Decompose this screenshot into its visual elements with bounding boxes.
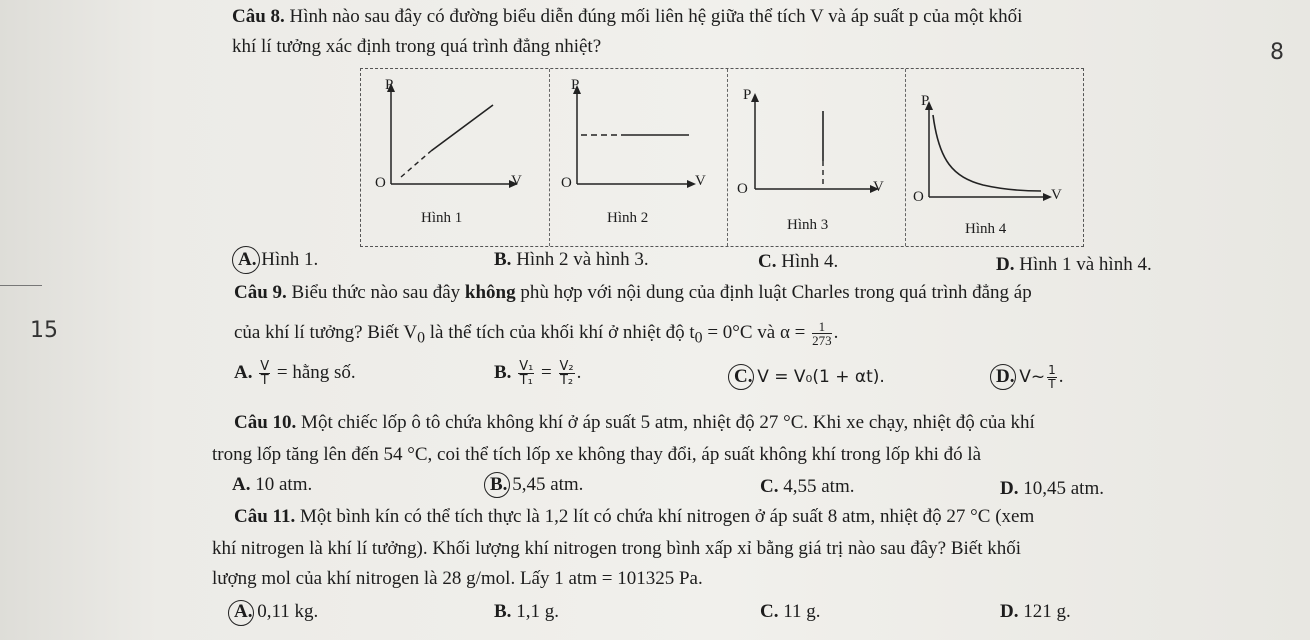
- q10-option-d-text: 10,45 atm.: [1023, 478, 1104, 499]
- q11-option-d-text: 121 g.: [1023, 601, 1071, 622]
- q8-figure-panel: [360, 68, 1084, 247]
- q10-line2: [212, 444, 981, 466]
- q9-alpha-num: 1: [812, 320, 832, 334]
- q9-option-a-key: A.: [234, 361, 253, 383]
- q11-line1: [234, 506, 1034, 528]
- figure-1-caption: Hình 1: [421, 210, 463, 226]
- q8-option-b-key: B.: [494, 249, 512, 270]
- q9-option-d-pre: V~: [1019, 366, 1046, 387]
- q9-t0-sub: 0: [694, 329, 703, 347]
- q11-text1: Một bình kín có thể tích thực là 1,2 lít có chứa khí nitrogen ở áp suất 8 atm, nhiệt độ 27 °C (xem: [300, 506, 1035, 527]
- q9-alpha-fraction: [812, 320, 832, 347]
- figure-3-caption: Hình 3: [787, 217, 829, 233]
- figure-4-graph: [905, 69, 1083, 246]
- q11-text3: lượng mol của khí nitrogen là 28 g/mol. Lấy 1 atm = 101325 Pa.: [212, 568, 703, 589]
- q8-option-c[interactable]: [758, 251, 838, 273]
- q9-option-a[interactable]: [234, 360, 356, 387]
- q10-option-c[interactable]: [760, 476, 854, 498]
- q8-option-d[interactable]: [996, 254, 1152, 276]
- figure-1-origin: O: [375, 175, 386, 191]
- q11-line3: [212, 568, 703, 590]
- q9-option-c[interactable]: [734, 366, 885, 388]
- q11-option-d-key: D.: [1000, 601, 1019, 622]
- q8-option-a-key: A.: [238, 249, 257, 270]
- q8-option-c-text: Hình 4.: [781, 251, 839, 272]
- figure-2: [549, 69, 727, 246]
- q9-option-b-fraction2: [559, 360, 575, 387]
- q10-line1: [234, 412, 1035, 434]
- q9-option-c-text: V = V₀(1 + αt).: [757, 367, 885, 387]
- q10-option-c-key: C.: [760, 476, 779, 497]
- figure-1-p-label: P: [385, 77, 394, 93]
- q9-option-b-fraction1: [518, 360, 534, 387]
- q11-option-c-key: C.: [760, 601, 779, 622]
- q9-line1: [234, 282, 1032, 304]
- q11-label: Câu 11.: [234, 506, 296, 527]
- q11-option-c-text: 11 g.: [783, 601, 821, 622]
- figure-3-v-label: V: [873, 179, 884, 195]
- q11-option-a-key: A.: [234, 601, 253, 622]
- q11-option-a[interactable]: [234, 601, 318, 623]
- q9-option-b-key: B.: [494, 361, 512, 383]
- figure-3-p-label: P: [743, 87, 752, 103]
- q9-text1-post: phù hợp với nội dung của định luật Charles trong quá trình đẳng áp: [515, 282, 1032, 303]
- q9-option-b-den1: T₁: [519, 373, 533, 388]
- figure-2-caption: Hình 2: [607, 210, 649, 226]
- q10-option-b-text: 5,45 atm.: [512, 474, 584, 495]
- figure-4-v-label: V: [1051, 187, 1062, 203]
- figure-4-p-label: P: [921, 93, 930, 109]
- q9-text1-pre: Biểu thức nào sau đây: [291, 282, 465, 303]
- q11-option-b-key: B.: [494, 601, 512, 622]
- q8-option-a-text: Hình 1.: [261, 249, 319, 270]
- figure-1-v-label: V: [511, 173, 522, 189]
- q9-text2-pre: của khí lí tưởng? Biết V: [234, 321, 418, 343]
- q9-line2: của khí lí tưởng? Biết $V_0$ là thể tích của khối khí ở nhiệt độ $t_0 = 0^\circ C$ và α = $\frac{1}{273}$ .: [234, 319, 839, 348]
- margin-note-right: 8: [1270, 40, 1284, 65]
- q8-option-d-text: Hình 1 và hình 4.: [1019, 254, 1152, 275]
- q9-v0-sub: 0: [417, 329, 425, 347]
- q9-option-b[interactable]: B. $\frac{\text{V₁}}{\text{T₁}}$ = $\frac{\text{V₂}}{\text{T₂}}$ .: [494, 359, 582, 388]
- q10-text1: Một chiếc lốp ô tô chứa không khí ở áp suất 5 atm, nhiệt độ 27 °C. Khi xe chạy, nhiệt độ của khí: [301, 412, 1035, 433]
- q9-option-b-num1: V₁: [519, 359, 534, 374]
- figure-4-caption: Hình 4: [965, 221, 1007, 237]
- q9-option-d[interactable]: D. V~ $\frac{1}{T}$ .: [996, 363, 1064, 391]
- figure-1: [361, 69, 549, 246]
- q10-option-d[interactable]: [1000, 478, 1104, 500]
- margin-rule-left: [0, 285, 42, 286]
- q8-option-a[interactable]: [238, 249, 318, 271]
- q9-option-a-den: T: [260, 373, 269, 388]
- figure-2-origin: O: [561, 175, 572, 191]
- q8-option-b-text: Hình 2 và hình 3.: [516, 249, 649, 270]
- q9-option-d-fraction: [1047, 364, 1057, 391]
- q10-option-a[interactable]: [232, 474, 312, 496]
- q10-option-b[interactable]: [490, 474, 583, 496]
- q8-option-c-key: C.: [758, 251, 777, 272]
- figure-4-origin: O: [913, 189, 924, 205]
- q11-option-c[interactable]: [760, 601, 821, 623]
- q9-text2-mid: là thể tích của khối khí ở nhiệt độ t: [424, 321, 695, 343]
- q9-option-a-text: = hằng số.: [276, 361, 356, 383]
- figure-3-origin: O: [737, 181, 748, 197]
- q10-option-a-key: A.: [232, 474, 251, 495]
- q8-line2: [232, 36, 601, 58]
- q9-option-c-key: C.: [734, 366, 753, 387]
- q10-label: Câu 10.: [234, 412, 297, 433]
- q8-label: Câu 8.: [232, 6, 285, 27]
- q10-text2: trong lốp tăng lên đến 54 °C, coi thể tích lốp xe không thay đổi, áp suất không khí trong lốp khi đó là: [212, 444, 982, 465]
- q11-text2: khí nitrogen là khí lí tưởng). Khối lượng khí nitrogen trong bình xấp xỉ bằng giá trị nào sau đây? Biết khối: [212, 538, 1022, 559]
- q8-option-b[interactable]: [494, 249, 649, 271]
- q9-label: Câu 9.: [234, 282, 287, 303]
- figure-2-v-label: V: [695, 173, 706, 189]
- q9-option-b-num2: V₂: [559, 359, 574, 374]
- q10-option-c-text: 4,55 atm.: [783, 476, 855, 497]
- q8-line1: [232, 6, 1022, 28]
- q9-option-d-den: T: [1048, 377, 1056, 391]
- q10-option-b-key: B.: [490, 474, 508, 495]
- q11-option-d[interactable]: [1000, 601, 1071, 623]
- q9-alpha-den: 273: [812, 333, 832, 348]
- q8-text2: khí lí tưởng xác định trong quá trình đẳng nhiệt?: [232, 36, 602, 57]
- figure-3: [727, 69, 905, 246]
- q8-text1: Hình nào sau đây có đường biểu diễn đúng mối liên hệ giữa thể tích V và áp suất p của một khối: [289, 6, 1023, 27]
- q11-option-b[interactable]: [494, 601, 559, 623]
- margin-note-left: 15: [30, 318, 58, 343]
- q11-line2: [212, 538, 1021, 560]
- q8-option-d-key: D.: [996, 254, 1015, 275]
- q9-option-b-den2: T₂: [559, 373, 574, 388]
- q11-option-a-text: 0,11 kg.: [257, 601, 319, 622]
- q9-text2-eq: = 0°C và α =: [702, 321, 811, 343]
- q10-option-d-key: D.: [1000, 478, 1019, 499]
- q9-option-d-num: 1: [1048, 363, 1056, 377]
- q10-option-a-text: 10 atm.: [255, 474, 313, 495]
- figure-2-p-label: P: [571, 77, 580, 93]
- q11-option-b-text: 1,1 g.: [516, 601, 559, 622]
- q9-text1-bold: không: [464, 282, 516, 303]
- q9-option-a-num: V: [260, 359, 270, 374]
- q9-option-d-key: D.: [996, 365, 1015, 387]
- q9-option-a-fraction: [259, 360, 270, 387]
- figure-4: [905, 69, 1083, 246]
